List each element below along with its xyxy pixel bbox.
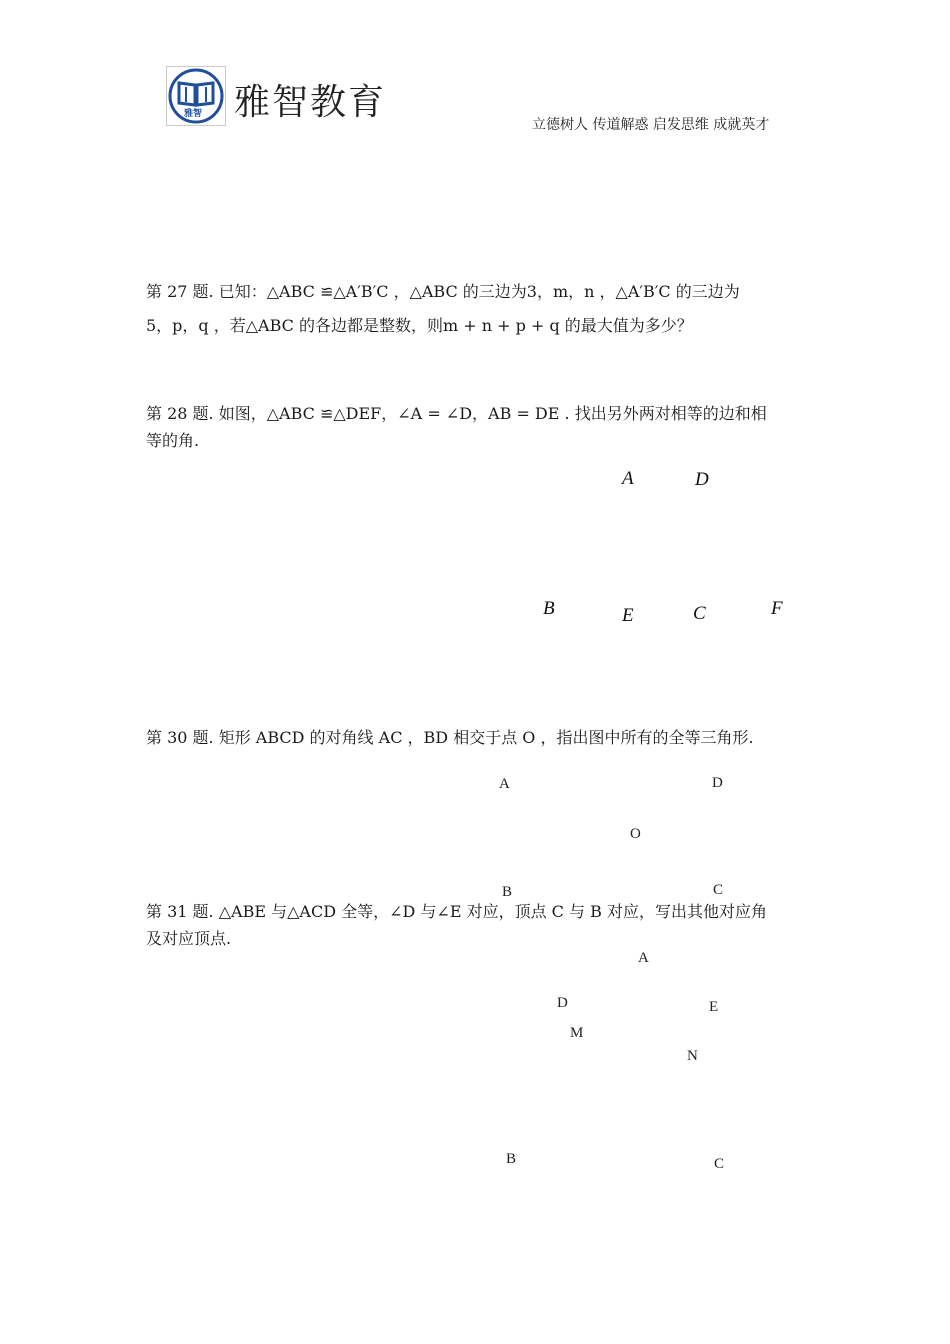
q31-label-n: N <box>687 1048 698 1064</box>
q31-line2: 及对应顶点. <box>146 929 232 948</box>
q28-label-d: D <box>695 469 709 490</box>
q27-line1: 第 27 题. 已知：△ABC ≌△A′B′C ，△ABC 的三边为3，m，n ，△A′B′C 的三边为 <box>146 282 740 301</box>
q31-line1: 第 31 题. △ABE 与△ACD 全等，∠D 与∠E 对应，顶点 C 与 B 对应，写出其他对应角 <box>146 902 767 921</box>
q27-line2: 5，p，q ，若△ABC 的各边都是整数，则m + n + p + q 的最大值为多少？ <box>146 316 693 335</box>
q31-label-m: M <box>570 1025 584 1041</box>
q31-label-b: B <box>506 1151 517 1167</box>
q30-line1: 第 30 题. 矩形 ABCD 的对角线 AC ，BD 相交于点 O ，指出图中所有的全等三角形. <box>146 728 754 747</box>
logo <box>166 66 226 126</box>
q28-line1: 第 28 题. 如图，△ABC ≌△DEF，∠A = ∠D，AB = DE . 找出另外两对相等的边和相 <box>146 404 767 423</box>
q30-label-b: B <box>502 884 513 900</box>
logo-text: 雅智 <box>184 109 203 119</box>
q31-label-a: A <box>638 950 649 966</box>
q28-label-f: F <box>771 598 783 619</box>
q30-label-o: O <box>630 826 641 842</box>
q30-label-c: C <box>713 882 724 898</box>
q30-label-d: D <box>712 775 723 791</box>
q31-label-c: C <box>714 1156 725 1172</box>
q28-label-c: C <box>693 603 706 624</box>
q28-label-b: B <box>543 598 555 619</box>
q28-label-a: A <box>622 468 634 489</box>
q31-label-d: D <box>557 995 568 1011</box>
q30-label-a: A <box>499 776 510 792</box>
slogan: 立德树人 传道解惑 启发思维 成就英才 <box>532 117 770 133</box>
brand-title: 雅智教育 <box>234 82 387 123</box>
q31-label-e: E <box>709 999 719 1015</box>
q28-line2: 等的角. <box>146 431 200 450</box>
q28-label-e: E <box>622 605 634 626</box>
